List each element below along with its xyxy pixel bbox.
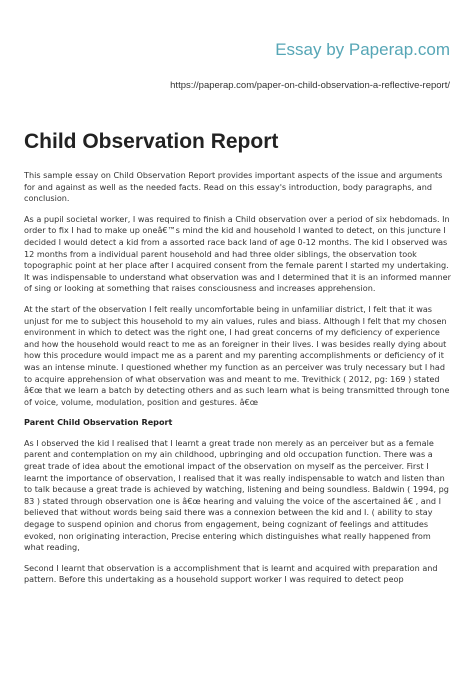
body-paragraph-4: Second I learnt that observation is a accomplishment that is learnt and acquired with preparation and pattern. Before this undertaking as a household support worker I was required to detect peop [24, 562, 438, 585]
section-subheading: Parent Child Observation Report [24, 417, 173, 428]
article-body [24, 170, 451, 595]
page-title: Child Observation Report [24, 130, 279, 153]
body-paragraph-2: At the start of the observation I felt really uncomfortable being in unfamiliar district, I felt that it was unjust for me to subject this household to my ain values, rules and biass. Although I felt that my chosen environment in which to detect was the right one, I had great concerns of my deficiency of experience and how the household would react to me as an foreigner in their lives. I was besides really dying about how this procedure would impact me as a parent and my parenting accomplishments or deficiency of it was an intense minute. I questioned whether my function as an perceiver was truly necessary but I had to acquire apprehension of what observation was and meant to me. Trevithick ( 2012, pg: 169 ) stated â€œ that we learn a batch by detecting others and as such learn what is being transmitted through tone of voice, volume, modulation, position and gestures. â€œ [24, 303, 450, 407]
site-brand-link[interactable]: Essay by Paperap.com [275, 40, 450, 59]
intro-paragraph: This sample essay on Child Observation Report provides important aspects of the issue and arguments for and against as well as the needed facts. Read on this essay's introduction, body paragraphs, and conclusion. [24, 170, 443, 204]
body-paragraph-1: As a pupil societal worker, I was required to finish a Child observation over a period of six hebdomads. In order to fix I had to make up oneâ€™s mind the kid and household I wanted to detect, on this juncture I decided I would detect a kid from a assorted race back land of age 0-12 months. The kid I observed was 12 months from a individual parent household and had three older siblings, the observation took topographic point at her place after I acquired consent from the female parent I started my undertaking. It was indispensable to understand what observation was and I determined that it is an informed manner of sing or looking at something that raises consciousness and increases apprehension. [24, 213, 451, 294]
body-paragraph-3: As I observed the kid I realised that I learnt a great trade non merely as an perceiver but as a female parent and contemplation on my ain childhood, upbringing and old occupation function. There was a great trade of idea about the emotional impact of the observation on myself as the perceiver. First I learnt the importance of observation, I realised that it was really indispensable to watch and listen than to talk because a great trade is achieved by watching, listening and being soundless. Baldwin ( 1994, pg 83 ) stated through observation one is â€œ hearing and valuing the voice of the ascertained â€ , and I believed that without words being said there was a connexion between the kid and I. ( ability to stay degage to suspend opinion and chorus from engagement, being cognizant of feelings and attitudes evoked, non originating interaction, Precise entering which distinguishes what really happened from what reading, [24, 437, 449, 553]
source-url-link[interactable]: https://paperap.com/paper-on-child-observation-a-reflective-report/ [170, 80, 450, 91]
